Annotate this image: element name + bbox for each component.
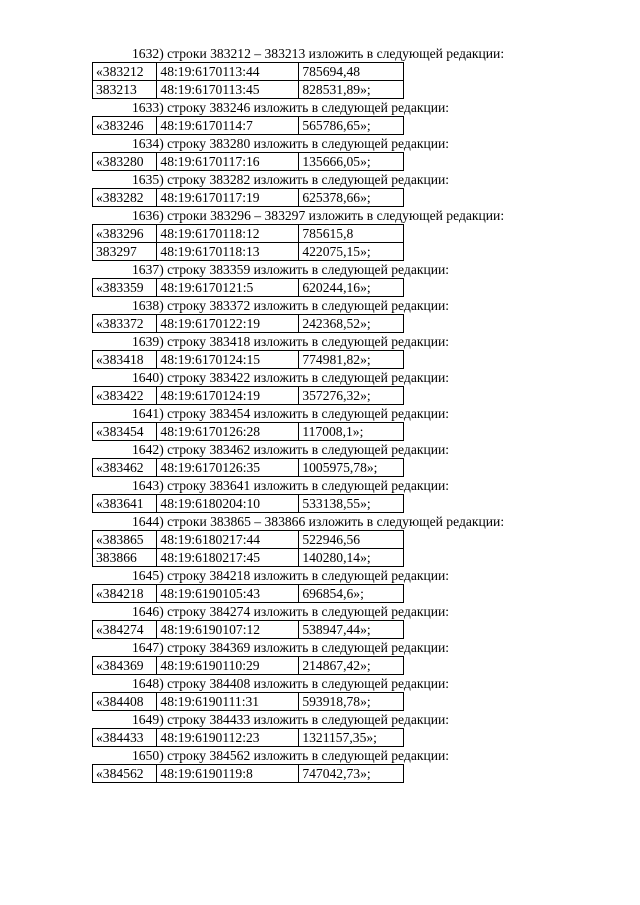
- cadastral-number-cell: 48:19:6170122:19: [157, 315, 299, 333]
- row-number-cell: «383372: [93, 315, 157, 333]
- amendment-heading: 1646) строку 384274 изложить в следующей редакции:: [132, 604, 450, 619]
- table-row: [93, 189, 404, 207]
- cadastral-number-cell: 48:19:6190111:31: [157, 693, 299, 711]
- amendment-table: [92, 422, 404, 441]
- cadastral-number-cell: 48:19:6170114:7: [157, 117, 299, 135]
- amendment-table: [92, 530, 404, 567]
- table-row: [93, 693, 404, 711]
- table-row: [93, 765, 404, 783]
- table-row: [93, 729, 404, 747]
- table-row: [93, 423, 404, 441]
- cadastral-number-cell: 48:19:6190110:29: [157, 657, 299, 675]
- cadastral-number-cell: 48:19:6170121:5: [157, 279, 299, 297]
- table-row: [93, 351, 404, 369]
- row-number-cell: «384274: [93, 621, 157, 639]
- row-number-cell: 383213: [93, 81, 157, 99]
- amendment-table: [92, 656, 404, 675]
- table-row: [93, 495, 404, 513]
- amendment-table: [92, 278, 404, 297]
- amendment-heading: 1632) строки 383212 – 383213 изложить в следующей редакции:: [132, 46, 505, 61]
- row-number-cell: «383641: [93, 495, 157, 513]
- row-number-cell: «384433: [93, 729, 157, 747]
- row-number-cell: «383418: [93, 351, 157, 369]
- row-number-cell: «384218: [93, 585, 157, 603]
- row-number-cell: «384408: [93, 693, 157, 711]
- value-cell: 135666,05»;: [299, 153, 404, 171]
- amendment-heading: 1642) строку 383462 изложить в следующей редакции:: [132, 442, 450, 457]
- amendment-table: [92, 350, 404, 369]
- amendment-heading: 1637) строку 383359 изложить в следующей редакции:: [132, 262, 450, 277]
- amendment-heading: 1648) строку 384408 изложить в следующей редакции:: [132, 676, 450, 691]
- amendment-heading: 1644) строки 383865 – 383866 изложить в следующей редакции:: [132, 514, 505, 529]
- row-number-cell: «383212: [93, 63, 157, 81]
- value-cell: 593918,78»;: [299, 693, 404, 711]
- amendment-table: [92, 764, 404, 783]
- value-cell: 696854,6»;: [299, 585, 404, 603]
- cadastral-number-cell: 48:19:6170117:19: [157, 189, 299, 207]
- cadastral-number-cell: 48:19:6170117:16: [157, 153, 299, 171]
- cadastral-number-cell: 48:19:6170126:28: [157, 423, 299, 441]
- table-row: [93, 279, 404, 297]
- row-number-cell: «383246: [93, 117, 157, 135]
- row-number-cell: 383866: [93, 549, 157, 567]
- table-row: [93, 585, 404, 603]
- value-cell: 625378,66»;: [299, 189, 404, 207]
- row-number-cell: «383865: [93, 531, 157, 549]
- value-cell: 117008,1»;: [299, 423, 404, 441]
- table-row: [93, 657, 404, 675]
- row-number-cell: «383454: [93, 423, 157, 441]
- value-cell: 538947,44»;: [299, 621, 404, 639]
- amendment-heading: 1636) строки 383296 – 383297 изложить в следующей редакции:: [132, 208, 505, 223]
- table-row: [93, 459, 404, 477]
- amendment-heading: 1641) строку 383454 изложить в следующей редакции:: [132, 406, 450, 421]
- table-row: [93, 81, 404, 99]
- row-number-cell: «383296: [93, 225, 157, 243]
- amendment-table: [92, 620, 404, 639]
- value-cell: 828531,89»;: [299, 81, 404, 99]
- value-cell: 785694,48: [299, 63, 404, 81]
- amendment-table: [92, 188, 404, 207]
- cadastral-number-cell: 48:19:6180217:45: [157, 549, 299, 567]
- cadastral-number-cell: 48:19:6170118:12: [157, 225, 299, 243]
- row-number-cell: «384369: [93, 657, 157, 675]
- amendment-table: [92, 152, 404, 171]
- cadastral-number-cell: 48:19:6190112:23: [157, 729, 299, 747]
- amendment-heading: 1639) строку 383418 изложить в следующей редакции:: [132, 334, 450, 349]
- value-cell: 747042,73»;: [299, 765, 404, 783]
- amendment-table: [92, 386, 404, 405]
- cadastral-number-cell: 48:19:6170124:19: [157, 387, 299, 405]
- amendment-heading: 1645) строку 384218 изложить в следующей редакции:: [132, 568, 450, 583]
- table-row: [93, 117, 404, 135]
- value-cell: 140280,14»;: [299, 549, 404, 567]
- table-row: [93, 63, 404, 81]
- cadastral-number-cell: 48:19:6170124:15: [157, 351, 299, 369]
- row-number-cell: «383282: [93, 189, 157, 207]
- amendment-heading: 1650) строку 384562 изложить в следующей редакции:: [132, 748, 450, 763]
- value-cell: 522946,56: [299, 531, 404, 549]
- cadastral-number-cell: 48:19:6170113:45: [157, 81, 299, 99]
- table-row: [93, 243, 404, 261]
- amendment-table: [92, 584, 404, 603]
- cadastral-number-cell: 48:19:6170126:35: [157, 459, 299, 477]
- amendment-table: [92, 314, 404, 333]
- table-row: [93, 153, 404, 171]
- value-cell: 565786,65»;: [299, 117, 404, 135]
- value-cell: 357276,32»;: [299, 387, 404, 405]
- amendment-heading: 1643) строку 383641 изложить в следующей редакции:: [132, 478, 450, 493]
- cadastral-number-cell: 48:19:6180204:10: [157, 495, 299, 513]
- amendment-heading: 1649) строку 384433 изложить в следующей редакции:: [132, 712, 450, 727]
- amendment-heading: 1635) строку 383282 изложить в следующей редакции:: [132, 172, 450, 187]
- amendment-table: [92, 728, 404, 747]
- value-cell: 1321157,35»;: [299, 729, 404, 747]
- amendment-heading: 1633) строку 383246 изложить в следующей редакции:: [132, 100, 450, 115]
- row-number-cell: 383297: [93, 243, 157, 261]
- value-cell: 774981,82»;: [299, 351, 404, 369]
- row-number-cell: «383422: [93, 387, 157, 405]
- value-cell: 533138,55»;: [299, 495, 404, 513]
- amendment-table: [92, 62, 404, 99]
- document-body: [92, 45, 552, 783]
- table-row: [93, 225, 404, 243]
- value-cell: 214867,42»;: [299, 657, 404, 675]
- amendment-heading: 1640) строку 383422 изложить в следующей редакции:: [132, 370, 450, 385]
- value-cell: 785615,8: [299, 225, 404, 243]
- row-number-cell: «384562: [93, 765, 157, 783]
- amendment-table: [92, 224, 404, 261]
- row-number-cell: «383462: [93, 459, 157, 477]
- value-cell: 242368,52»;: [299, 315, 404, 333]
- cadastral-number-cell: 48:19:6190107:12: [157, 621, 299, 639]
- table-row: [93, 315, 404, 333]
- cadastral-number-cell: 48:19:6170113:44: [157, 63, 299, 81]
- cadastral-number-cell: 48:19:6180217:44: [157, 531, 299, 549]
- cadastral-number-cell: 48:19:6170118:13: [157, 243, 299, 261]
- cadastral-number-cell: 48:19:6190105:43: [157, 585, 299, 603]
- row-number-cell: «383359: [93, 279, 157, 297]
- value-cell: 422075,15»;: [299, 243, 404, 261]
- amendment-table: [92, 494, 404, 513]
- cadastral-number-cell: 48:19:6190119:8: [157, 765, 299, 783]
- amendment-heading: 1647) строку 384369 изложить в следующей редакции:: [132, 640, 450, 655]
- amendment-table: [92, 692, 404, 711]
- value-cell: 620244,16»;: [299, 279, 404, 297]
- table-row: [93, 549, 404, 567]
- amendment-heading: 1634) строку 383280 изложить в следующей редакции:: [132, 136, 450, 151]
- amendment-table: [92, 458, 404, 477]
- table-row: [93, 531, 404, 549]
- table-row: [93, 387, 404, 405]
- amendment-heading: 1638) строку 383372 изложить в следующей редакции:: [132, 298, 450, 313]
- row-number-cell: «383280: [93, 153, 157, 171]
- amendment-table: [92, 116, 404, 135]
- value-cell: 1005975,78»;: [299, 459, 404, 477]
- table-row: [93, 621, 404, 639]
